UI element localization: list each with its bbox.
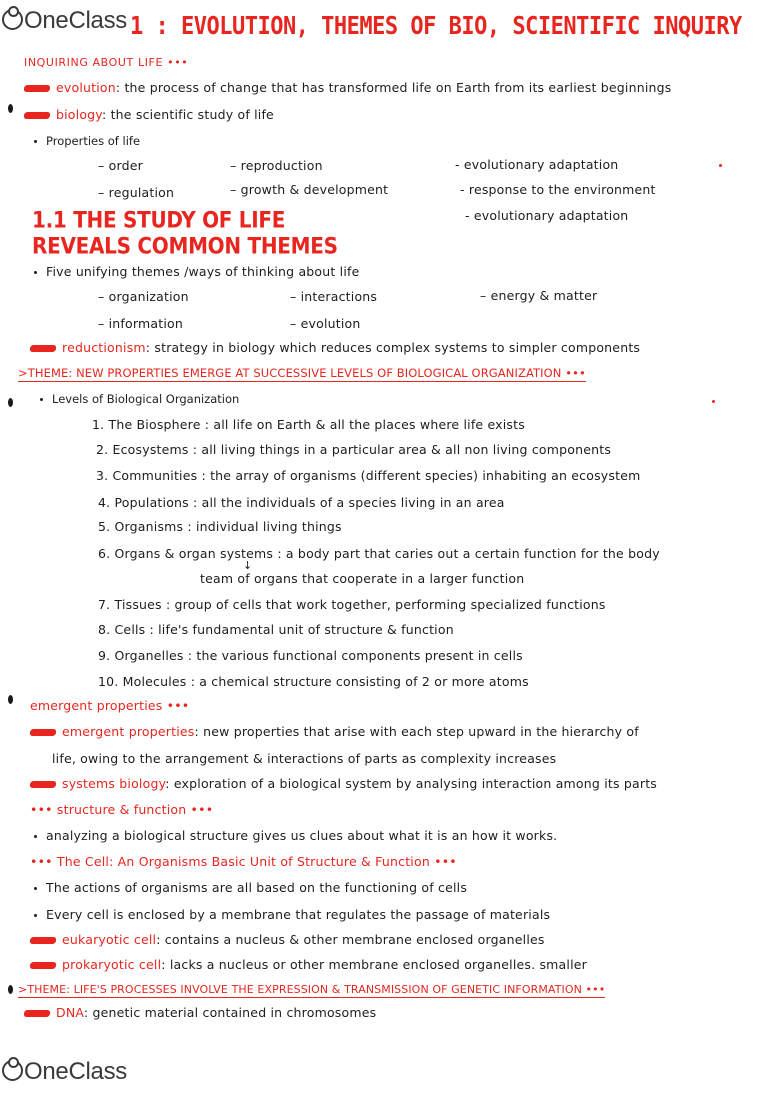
highlight-marker <box>30 345 57 352</box>
structure-line: analyzing a biological structure gives us clues about what it is an how it works. <box>34 828 557 843</box>
bullet-dot <box>34 887 37 890</box>
page-title: 1 : EVOLUTION, THEMES OF BIO, SCIENTIFIC INQUIRY <box>130 12 742 41</box>
property-item: - evolutionary adaptation <box>455 157 619 172</box>
theme-item: – organization <box>98 289 189 304</box>
emergent-def-line2: life, owing to the arrangement & interactions of parts as complexity increases <box>52 751 557 766</box>
eukaryotic-term: eukaryotic cell <box>62 932 157 947</box>
eukaryotic-definition <box>30 932 545 947</box>
section-heading-line1: 1.1 THE STUDY OF LIFE <box>32 206 286 233</box>
property-item: - evolutionary adaptation <box>465 208 629 223</box>
level-item: 4. Populations : all the individuals of a species living in an area <box>98 495 505 510</box>
property-item: – order <box>98 158 143 173</box>
prokaryotic-def: : lacks a nucleus or other membrane enclosed organelles. smaller <box>161 957 587 972</box>
oneclass-logo-top: OneClass <box>2 7 127 35</box>
binder-ring-mark <box>8 695 13 704</box>
property-item: – regulation <box>98 185 175 200</box>
theme-item: – interactions <box>290 289 378 304</box>
evolution-def: : the process of change that has transformed life on Earth from its earliest beginnings <box>115 80 672 95</box>
binder-ring-mark <box>8 104 13 113</box>
systems-biology-def: : exploration of a biological system by analysing interaction among its parts <box>165 776 658 791</box>
down-arrow-icon: ↓ <box>243 559 253 572</box>
level-item: 3. Communities : the array of organisms (different species) inhabiting an ecosystem <box>96 468 641 483</box>
level-item: 10. Molecules : a chemical structure consisting of 2 or more atoms <box>98 674 529 689</box>
biology-def: : the scientific study of life <box>102 107 274 122</box>
highlight-marker <box>24 85 51 92</box>
reductionism-def: : strategy in biology which reduces complex systems to simpler components <box>145 340 641 355</box>
evolution-term: evolution <box>56 80 116 95</box>
level-item: 6. Organs & organ systems : a body part that caries out a certain function for the body <box>98 546 660 561</box>
bullet-dot <box>34 140 37 143</box>
emergent-definition <box>30 724 639 739</box>
level-item: 8. Cells : life's fundamental unit of structure & function <box>98 622 454 637</box>
systems-biology-term: systems biology <box>62 776 166 791</box>
prokaryotic-definition <box>30 957 587 972</box>
binder-ring-mark <box>8 398 13 407</box>
level-item: 9. Organelles : the various functional components present in cells <box>98 648 523 663</box>
highlight-marker <box>24 1010 51 1017</box>
theme-item: – energy & matter <box>480 288 598 303</box>
level-item: 2. Ecosystems : all living things in a particular area & all non living components <box>96 442 612 457</box>
property-item: – reproduction <box>230 158 323 173</box>
oneclass-logo-icon <box>2 9 23 30</box>
dna-term: DNA <box>56 1005 84 1020</box>
eukaryotic-def: : contains a nucleus & other membrane enclosed organelles <box>156 932 545 947</box>
binder-ring-mark <box>8 985 13 994</box>
oneclass-logo-icon <box>2 1060 23 1081</box>
bullet-dot <box>40 398 43 401</box>
red-dot-mark <box>719 164 722 167</box>
emergent-term: emergent properties <box>62 724 195 739</box>
highlight-marker <box>30 962 57 969</box>
highlight-marker <box>30 781 57 788</box>
evolution-definition <box>24 80 671 95</box>
property-item: – growth & development <box>230 182 389 197</box>
reductionism-definition <box>30 340 640 355</box>
emergent-heading: emergent properties ••• <box>30 698 190 713</box>
systems-biology-definition <box>30 776 657 791</box>
dna-definition <box>24 1005 376 1020</box>
cell-line1: The actions of organisms are all based on the functioning of cells <box>34 880 467 895</box>
property-item: - response to the environment <box>460 182 656 197</box>
properties-label: Properties of life <box>34 134 140 148</box>
oneclass-logo-bottom: OneClass <box>2 1058 127 1086</box>
level-item: 5. Organisms : individual living things <box>98 519 342 534</box>
prokaryotic-term: prokaryotic cell <box>62 957 162 972</box>
reductionism-term: reductionism <box>62 340 146 355</box>
section-heading-line2: REVEALS COMMON THEMES <box>32 232 338 259</box>
biology-term: biology <box>56 107 102 122</box>
cell-heading: ••• The Cell: An Organisms Basic Unit of Structure & Function ••• <box>30 854 457 869</box>
inquiring-heading: INQUIRING ABOUT LIFE ••• <box>24 56 189 69</box>
bullet-dot <box>34 271 37 274</box>
theme-item: – information <box>98 316 183 331</box>
level-item: 7. Tissues : group of cells that work together, performing specialized functions <box>98 597 606 612</box>
cell-line2: Every cell is enclosed by a membrane that regulates the passage of materials <box>34 907 550 922</box>
bullet-dot <box>34 835 37 838</box>
red-dot-mark <box>712 400 715 403</box>
structure-heading: ••• structure & function ••• <box>30 802 214 817</box>
highlight-marker <box>30 729 57 736</box>
level-item-note: team of organs that cooperate in a larger function <box>200 571 525 586</box>
highlight-marker <box>30 937 57 944</box>
biology-definition <box>24 107 274 122</box>
theme-item: – evolution <box>290 316 361 331</box>
emergent-def-line1: : new properties that arise with each step upward in the hierarchy of <box>194 724 639 739</box>
dna-def: : genetic material contained in chromosomes <box>83 1005 377 1020</box>
highlight-marker <box>24 112 51 119</box>
theme-genetic-heading: >THEME: LIFE'S PROCESSES INVOLVE THE EXPRESSION & TRANSMISSION OF GENETIC INFORMATION ••• <box>18 983 606 996</box>
level-item: 1. The Biosphere : all life on Earth & all the places where life exists <box>92 417 525 432</box>
themes-label: Five unifying themes /ways of thinking about life <box>34 264 360 279</box>
theme-emerge-heading: >THEME: NEW PROPERTIES EMERGE AT SUCCESSIVE LEVELS OF BIOLOGICAL ORGANIZATION ••• <box>18 366 586 380</box>
levels-label: Levels of Biological Organization <box>40 392 239 406</box>
bullet-dot <box>34 914 37 917</box>
